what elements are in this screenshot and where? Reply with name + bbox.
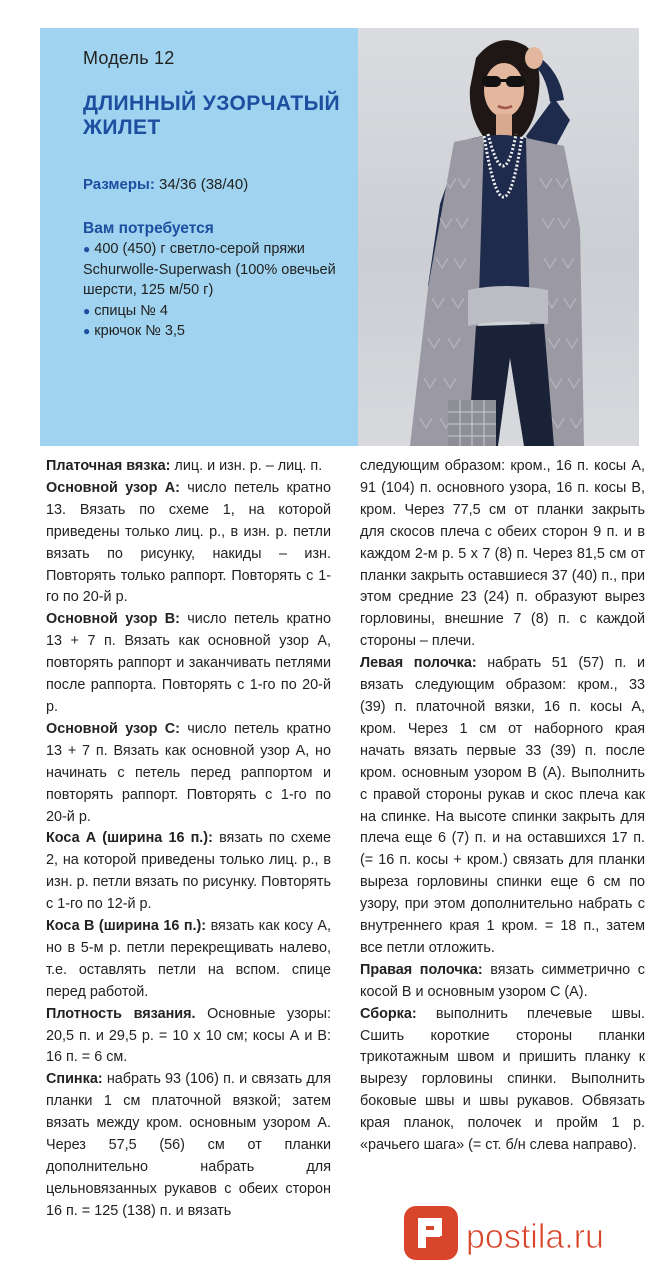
paragraph-text: набрать 51 (57) п. и вязать следующим образом: кром., 33 (39) п. платочной вязки, 16 п. косы А, кром. Через 1 см от наборного края начать вязать первые 33 (39) п. после кром. основным узором В (А). Выполнить с правой стороны рукав и скос плеча как на спинке. На высоте спинки закрыть для плеча еще 6 (7) п. и на оставшихся 17 п. (= 16 п. косы + кром.) связать для планки выреза горловины спинки еще 6 см по узору, при этом дополнительно набрать с внутреннего края 1 кром. = 18 п., затем все петли отложить.: [360, 655, 645, 956]
materials-item: ● спицы № 4: [83, 302, 168, 319]
model-number: Модель 12: [83, 48, 175, 68]
paragraph-text: число петель кратно 13. Вязать по схеме 1, на которой приведены только лиц. р., в изн. р. петли вязать по рисунку, накиды – изн. Повторять только раппорт. Повторять с 1-го по 20-й р.: [46, 479, 331, 606]
paragraph-heading: Правая полочка:: [360, 961, 483, 978]
paragraph-heading: Основной узор С:: [46, 720, 180, 737]
article-title: ДЛИННЫЙ УЗОРЧАТЫЙ ЖИЛЕТ: [83, 92, 341, 139]
paragraph: [46, 719, 331, 829]
paragraph: [46, 478, 331, 609]
sizes-line: [83, 176, 248, 193]
watermark-text: postila.ru: [466, 1218, 604, 1256]
paragraph: [360, 960, 645, 1004]
paragraph: [46, 609, 331, 719]
paragraph-text: вязать по схеме 2, на которой приведены только лиц. р., в изн. р. петли вязать по рисунку. Повторять с 1-го по 12-й р.: [46, 830, 331, 913]
text-column-right: [360, 456, 645, 1157]
paragraph-heading: Плотность вязания.: [46, 1005, 196, 1022]
materials-item: ● крючок № 3,5: [83, 323, 185, 339]
paragraph-heading: Основной узор В:: [46, 611, 180, 628]
paragraph-text: число петель кратно 13 + 7 п. Вязать как основной узор А, но начинать с петель перед раппортом и повторять раппорт. Повторять с 1-го по 20-й р.: [46, 720, 331, 825]
paragraph-heading: Сборка:: [360, 1005, 417, 1022]
info-box: [40, 28, 358, 446]
paragraph-text: Основные узоры: 20,5 п. и 29,5 р. = 10 х 10 см; косы А и В: 16 п. = 6 см.: [46, 1005, 331, 1066]
paragraph-text: выполнить плечевые швы. Сшить короткие стороны планки трикотажным швом и пришить планку к вырезу горловины спинки. Выполнить боковые швы и швы рукавов. Обвязать края планок, полочек и пройм 1 р. «рачьего шага» (= ст. б/н слева направо).: [360, 1005, 645, 1154]
paragraph-text: число петель кратно 13 + 7 п. Вязать как основной узор А, повторять раппорт и заканчивать петлями после раппорта. Повторять с 1-го по 20-й р.: [46, 611, 331, 715]
paragraph-text: вязать симметрично с косой В и основным узором С (А).: [360, 961, 645, 1000]
bullet-icon: ●: [83, 324, 91, 338]
sizes-label: Размеры:: [83, 176, 155, 193]
paragraph: [46, 828, 331, 916]
postila-watermark: [402, 1196, 660, 1268]
woman-in-vest-illustration: [358, 28, 639, 446]
paragraph-heading: Платочная вязка:: [46, 458, 171, 474]
model-photo: [358, 28, 639, 446]
bullet-icon: ●: [83, 242, 91, 256]
paragraph: [360, 1004, 645, 1157]
text-column-left: [46, 456, 331, 1223]
paragraph-heading: Коса А (ширина 16 п.):: [46, 830, 213, 847]
materials-list: [83, 239, 353, 342]
paragraph: [46, 456, 331, 478]
paragraph-heading: Основной узор А:: [46, 479, 180, 496]
paragraph-text: набрать 93 (106) п. и связать для планки 1 см платочной вязкой; затем вязать между кром. основным узором А. Через 57,5 (56) см от планки дополнительно набрать для цельновязанных рукавов с обеих сторон 16 п. = 125 (138) п. и вязать: [46, 1071, 331, 1219]
materials-item: ● 400 (450) г светло-серой пряжи Schurwolle-Superwash (100% овечьей шерсти, 125 м/50 г): [83, 241, 336, 298]
paragraph-heading: Коса В (ширина 16 п.):: [46, 918, 207, 935]
paragraph: [46, 1069, 331, 1222]
sizes-value: 34/36 (38/40): [154, 176, 249, 193]
paragraph: [46, 1004, 331, 1070]
paragraph-heading: Левая полочка:: [360, 655, 477, 672]
paragraph-heading: Спинка:: [46, 1071, 103, 1088]
paragraph: [46, 916, 331, 1004]
materials-title: Вам потребуется: [83, 220, 214, 237]
paragraph: [360, 456, 645, 653]
paragraph-text: следующим образом: кром., 16 п. косы А, 91 (104) п. основного узора, 16 п. косы В, кром. Через 77,5 см от планки закрыть для скосов плеча с обеих сторон 9 п. и в каждом 2-м р. 5 х 7 (8) п. Через 81,5 см от планки закрыть оставшиеся 37 (40) п., при этом средние 23 (24) п. образуют вырез горловины, внешние 7 (8) п. с каждой стороны – плечи.: [360, 458, 645, 650]
bullet-icon: ●: [83, 303, 91, 318]
paragraph-text: вязать как косу А, но в 5-м р. петли перекрещивать налево, т.е. оставлять петли на вспом. спице перед работой.: [46, 918, 331, 1000]
paragraph-text: лиц. и изн. р. – лиц. п.: [170, 458, 323, 474]
paragraph: [360, 653, 645, 960]
